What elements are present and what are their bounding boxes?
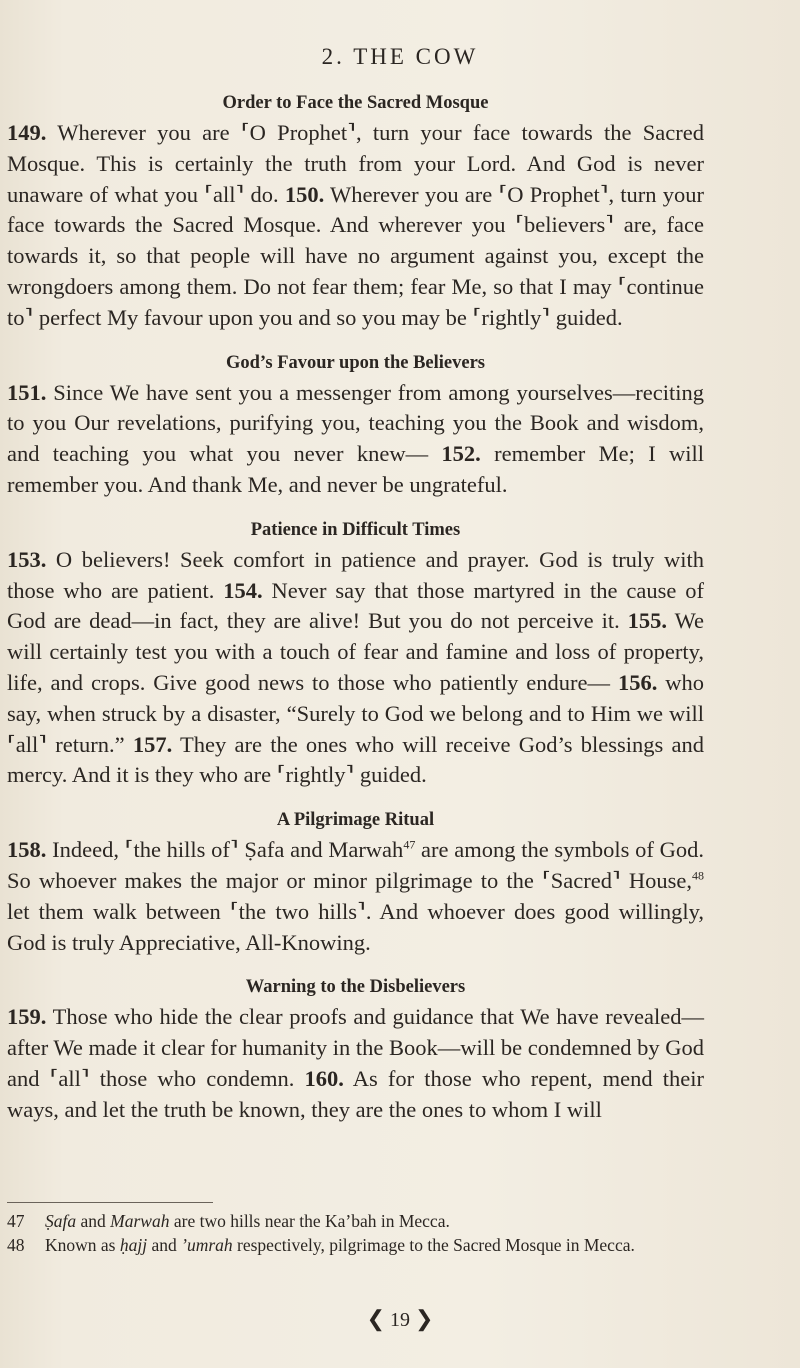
verse-number: 149.	[7, 120, 47, 145]
footnote-text	[45, 1209, 707, 1233]
verse-number: 155.	[627, 608, 668, 634]
footnotes	[7, 1209, 707, 1257]
section-gap	[7, 334, 704, 348]
section-paragraph	[7, 1002, 704, 1125]
footnote-number: 47	[7, 1211, 25, 1231]
italic-term: Ṣafa	[45, 1211, 77, 1231]
text-run: are two hills near the Ka’bah in Mecca.	[169, 1211, 450, 1231]
left-ornament-icon: ❮	[366, 1306, 385, 1331]
italic-term: ḥajj	[119, 1235, 148, 1255]
verse-number: 156.	[617, 669, 658, 695]
text-run: respectively, pilgrimage to the Sacred Mosque in Mecca.	[232, 1235, 635, 1255]
section-paragraph	[7, 118, 704, 334]
section-heading: Order to Face the Sacred Mosque	[222, 93, 489, 113]
verse-number: 152.	[441, 441, 481, 467]
text-run: As for those who repent, mend their ways, and let the truth be known, they are the ones to whom I will	[7, 1065, 705, 1122]
section-heading: Warning to the Disbelievers	[245, 977, 466, 998]
footnote-number: 48	[7, 1235, 25, 1255]
text-run: Since We have sent you a messenger from among yourselves—reciting to you Our revelations, purifying you, teaching you the Book and wisdom, and teaching you what you never knew—	[7, 379, 704, 467]
text-run: Wherever you are ⸢O Prophet⸣, turn your face towards the Sacred Mosque. This is certainly the truth from your Lord. And God is never unaware of what you ⸢all⸣ do.	[7, 120, 704, 207]
page-number: 19	[390, 1309, 410, 1331]
text-run: They are the ones who will receive God’s blessings and mercy. And it is they who are ⸢rightly⸣ guided.	[7, 731, 704, 788]
verse-number: 160.	[304, 1065, 344, 1091]
footnote	[7, 1209, 707, 1233]
footnote-marker: 48	[692, 868, 704, 883]
text-run: O believers! Seek comfort in patience and prayer. God is truly with those who are patient.	[7, 546, 704, 603]
text-run: are among the symbols of God. So whoever makes the major or minor pilgrimage to the ⸢Sacred⸣ House,	[7, 837, 705, 893]
text-run: Never say that those martyred in the cause of God are dead—in fact, they are alive! But you do not perceive it.	[7, 577, 704, 634]
verse-number: 153.	[7, 546, 47, 572]
text-run: Indeed, ⸢the hills of⸣ Ṣafa and Marwah	[46, 837, 404, 863]
footnote-rule	[7, 1202, 213, 1203]
section-heading: God’s Favour upon the Believers	[225, 352, 485, 373]
text-run: and	[147, 1235, 182, 1255]
section-heading: A Pilgrimage Ritual	[276, 810, 435, 831]
text-run: Wherever you are ⸢O Prophet⸣, turn your face towards the Sacred Mosque. And wherever you ⸢believers⸣ are, face towards it, so that people will have no argument against you, except the wrongdoers among them. Do not fear them; fear Me, so that I may ⸢continue to⸣ perfect My favour upon you and so you may be ⸢rightly⸣ guided.	[7, 181, 704, 330]
text-run: We will certainly test you with a touch of fear and famine and loss of property, life, and crops. Give good news to those who patiently endure—	[7, 608, 704, 695]
text-run: who say, when struck by a disaster, “Surely to God we belong and to Him we will ⸢all⸣ return.”	[7, 669, 704, 757]
text-run: and	[76, 1211, 111, 1231]
main-text	[7, 88, 704, 1126]
verse-number: 158.	[7, 837, 47, 863]
footnote-text	[45, 1233, 707, 1257]
section-heading: Patience in Difficult Times	[250, 519, 461, 540]
text-run: Those who hide the clear proofs and guidance that We have revealed—after We made it clear for humanity in the Book—will be condemned by God and ⸢all⸣ those who condemn.	[7, 1004, 704, 1091]
verse-number: 157.	[132, 731, 173, 757]
section-gap	[7, 501, 704, 515]
text-run: Known as	[45, 1235, 120, 1255]
verse-number: 151.	[7, 379, 47, 405]
italic-term: Marwah	[110, 1211, 170, 1231]
section-paragraph	[7, 835, 704, 958]
running-head: 2. THE COW	[321, 44, 479, 69]
text-run: remember Me; I will remember you. And thank Me, and never be ungrateful.	[7, 441, 705, 497]
italic-term: ’umrah	[181, 1235, 233, 1255]
right-ornament-icon: ❯	[415, 1306, 434, 1331]
section-gap	[7, 958, 704, 972]
section-paragraph	[7, 378, 704, 501]
page-number-footer	[0, 1306, 800, 1332]
verse-number: 154.	[223, 577, 263, 603]
section-gap	[7, 791, 704, 805]
verse-number: 150.	[284, 181, 325, 207]
section-paragraph	[7, 545, 704, 791]
verse-number: 159.	[7, 1004, 47, 1030]
footnote-marker: 47	[403, 837, 416, 852]
footnote	[7, 1233, 707, 1257]
text-run: let them walk between ⸢the two hills⸣. And whoever does good willingly, God is truly Appreciative, All-Knowing.	[7, 898, 704, 955]
